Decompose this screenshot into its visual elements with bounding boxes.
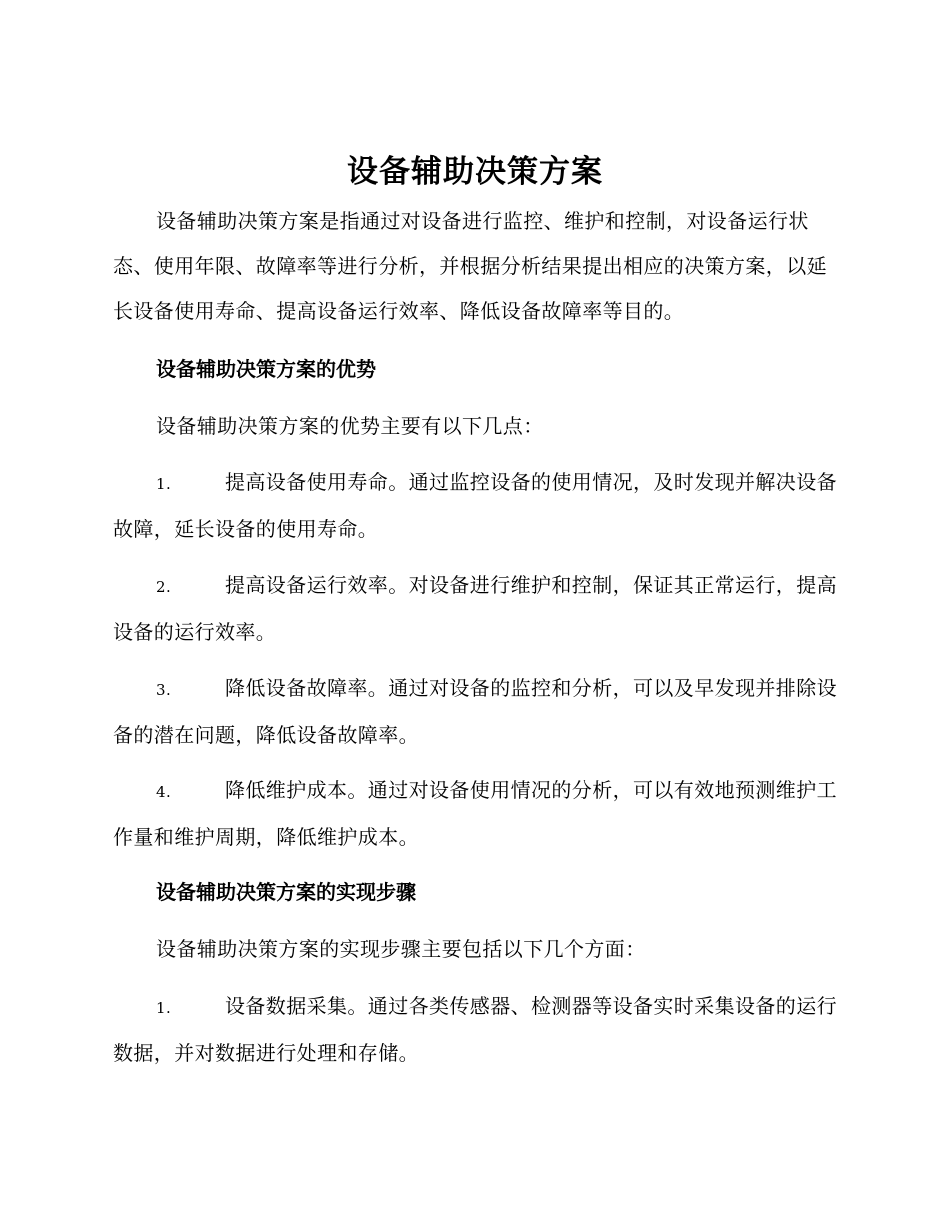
list-item-number: 1. [156,475,172,493]
list-item-number: 4. [156,783,172,801]
list-item-number: 3. [156,681,172,699]
intro-paragraph: 设备辅助决策方案是指通过对设备进行监控、维护和控制，对设备运行状态、使用年限、故障率等进行分析，并根据分析结果提出相应的决策方案，以延长设备使用寿命、提高设备运行效率、降低设备故障率等目的。 [113,209,827,323]
list-item-text: 提高设备使用寿命。通过监控设备的使用情况，及时发现并解决设备故障，延长设备的使用寿命。 [113,470,837,541]
section-heading-steps: 设备辅助决策方案的实现步骤 [156,880,416,904]
list-item-number: 2. [156,578,172,596]
section-lead-steps: 设备辅助决策方案的实现步骤主要包括以下几个方面： [156,937,646,961]
list-item [113,563,837,655]
document-title: 设备辅助决策方案 [347,154,603,190]
section-heading-advantages: 设备辅助决策方案的优势 [156,357,376,381]
section-lead-advantages: 设备辅助决策方案的优势主要有以下几点： [156,414,544,438]
list-item-text: 设备数据采集。通过各类传感器、检测器等设备实时采集设备的运行数据，并对数据进行处理和存储。 [113,994,837,1065]
list-item-text: 降低设备故障率。通过对设备的监控和分析，可以及早发现并排除设备的潜在问题，降低设备故障率。 [113,676,837,747]
list-item [113,984,837,1076]
list-item [113,768,837,860]
list-item [113,666,837,758]
list-item-text: 降低维护成本。通过对设备使用情况的分析，可以有效地预测维护工作量和维护周期，降低维护成本。 [113,778,837,849]
list-item-number: 1. [156,999,172,1017]
list-item-text: 提高设备运行效率。对设备进行维护和控制，保证其正常运行，提高设备的运行效率。 [113,573,837,644]
list-item [113,460,837,552]
